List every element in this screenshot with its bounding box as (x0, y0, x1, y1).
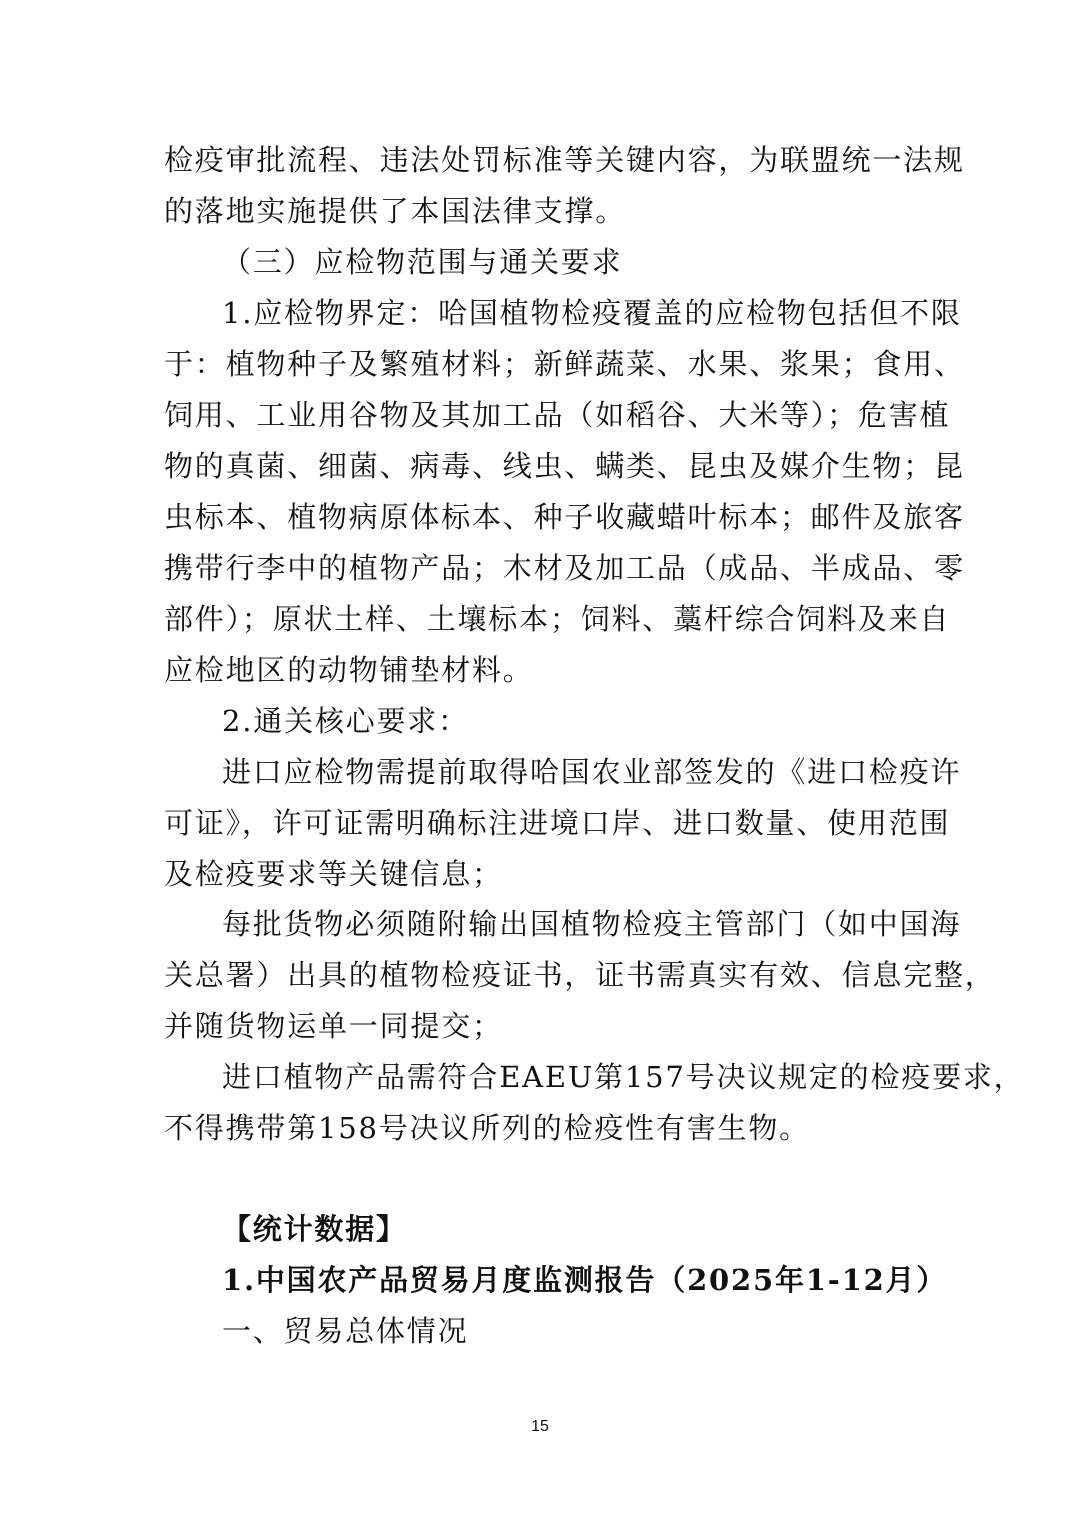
paragraph-line: 进口植物产品需符合EAEU第157号决议规定的检疫要求， (222, 1060, 1025, 1094)
paragraph-line: 进口应检物需提前取得哈国农业部签发的《进口检疫许 (222, 755, 962, 789)
paragraph-line: 于：植物种子及繁殖材料；新鲜蔬菜、水果、浆果；食用、 (164, 347, 965, 381)
paragraph-line: 1.应检物界定：哈国植物检疫覆盖的应检物包括但不限 (222, 296, 962, 330)
paragraph-line: 应检地区的动物铺垫材料。 (164, 653, 534, 687)
page-number: 15 (531, 1418, 549, 1435)
paragraph-line: 检疫审批流程、违法处罚标准等关键内容，为联盟统一法规 (164, 143, 965, 177)
paragraph-line: 关总署）出具的植物检疫证书，证书需真实有效、信息完整， (164, 958, 996, 992)
paragraph-line: 每批货物必须随附输出国植物检疫主管部门（如中国海 (222, 907, 962, 941)
paragraph-line: 饲用、工业用谷物及其加工品（如稻谷、大米等）；危害植 (164, 398, 951, 432)
subheading: 2.通关核心要求： (222, 704, 469, 738)
paragraph-line: 携带行李中的植物产品；木材及加工品（成品、半成品、零 (164, 551, 965, 585)
paragraph-line: 并随货物运单一同提交； (164, 1009, 503, 1043)
paragraph-line: 及检疫要求等关键信息； (164, 857, 503, 891)
paragraph-line: 部件）；原状土样、土壤标本；饲料、藁杆综合饲料及来自 (164, 602, 951, 636)
paragraph-line: 不得携带第158号决议所列的检疫性有害生物。 (164, 1111, 810, 1145)
section-heading: （三）应检物范围与通关要求 (222, 245, 623, 279)
paragraph-line: 的落地实施提供了本国法律支撑。 (164, 194, 627, 228)
paragraph-line: 物的真菌、细菌、病毒、线虫、螨类、昆虫及媒介生物；昆 (164, 449, 965, 483)
section-heading: 一、贸易总体情况 (222, 1314, 469, 1348)
statistics-heading: 【统计数据】 (222, 1212, 407, 1246)
paragraph-line: 可证》，许可证需明确标注进境口岸、进口数量、使用范围 (164, 806, 951, 840)
paragraph-line: 虫标本、植物病原体标本、种子收藏蜡叶标本；邮件及旅客 (164, 500, 965, 534)
report-title: 1.中国农产品贸易月度监测报告（2025年1-12月） (222, 1263, 948, 1297)
